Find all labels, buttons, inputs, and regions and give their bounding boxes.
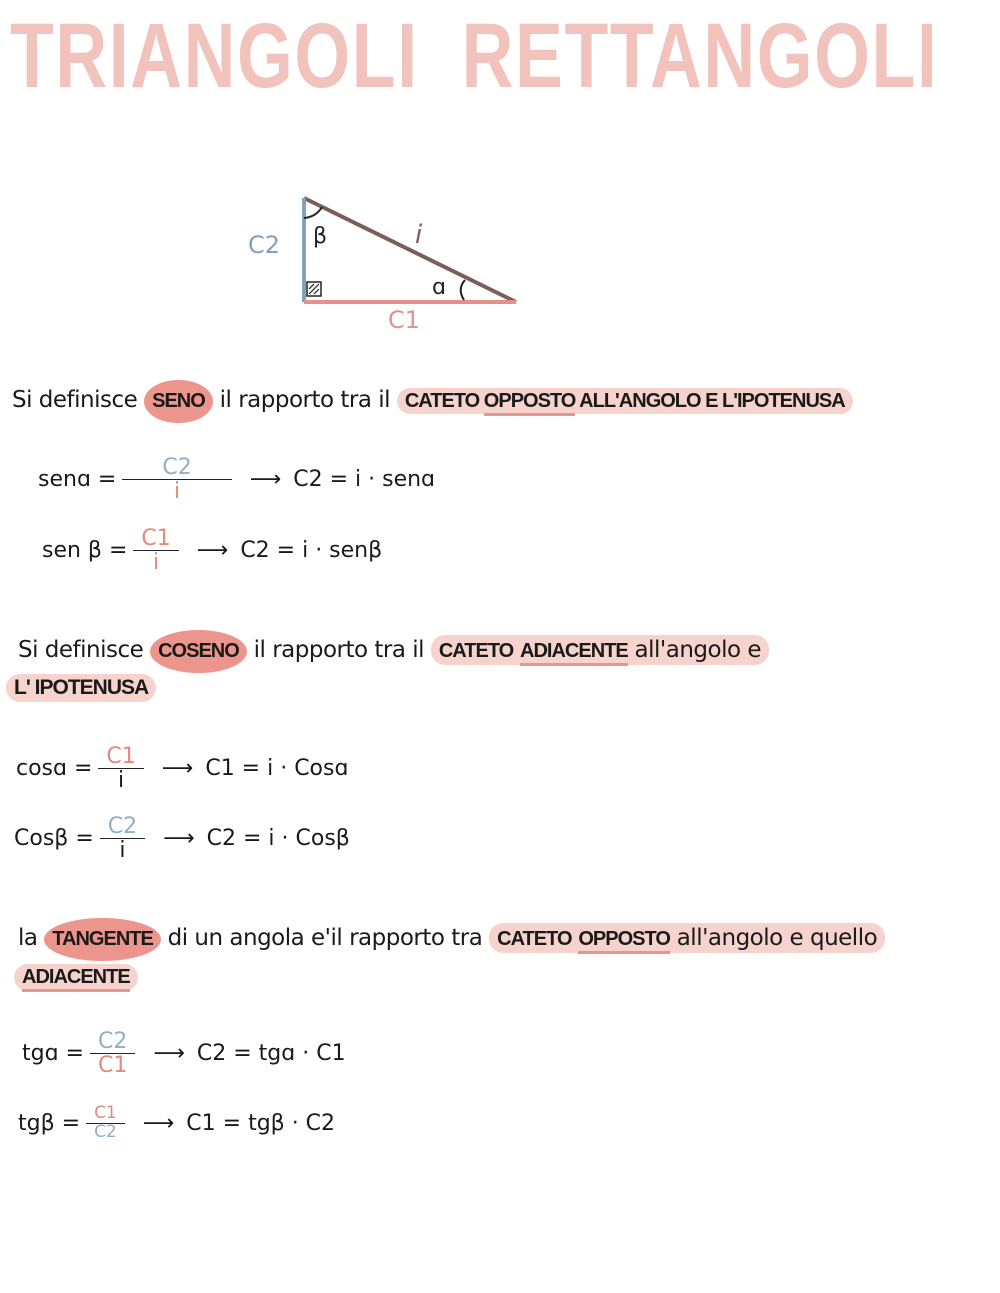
fraction: $\frac{C1}{i}$ bbox=[98, 745, 143, 792]
arrow-icon: ⟶ bbox=[142, 1110, 175, 1136]
coseno-highlight: CATETO ADIACENTE all'angolo e bbox=[431, 635, 769, 665]
label-c1: C1 bbox=[388, 306, 421, 334]
tangente-term: TANGENTE bbox=[44, 918, 161, 961]
fraction: $\frac{C2}{C1}$ bbox=[90, 1030, 135, 1077]
right-triangle-diagram bbox=[240, 185, 540, 340]
label-beta: β bbox=[313, 224, 328, 249]
coseno-formula-alpha: cosɑ = $\frac{C1}{i}$ ⟶ C1 = i · Cosɑ bbox=[16, 744, 349, 794]
arrow-icon: ⟶ bbox=[163, 826, 195, 852]
coseno-term: COSENO bbox=[150, 630, 247, 673]
tangente-highlight: CATETO OPPOSTO all'angolo e quello bbox=[489, 923, 885, 953]
coseno-line2: L' IPOTENUSA bbox=[6, 674, 156, 702]
coseno-formula-beta: Cosβ = $\frac{C2}{i}$ ⟶ C2 = i · Cosβ bbox=[14, 814, 350, 864]
label-c2: C2 bbox=[248, 231, 281, 259]
fraction: $\frac{C1}{i}$ bbox=[133, 527, 178, 574]
arrow-icon: ⟶ bbox=[196, 538, 229, 564]
fraction: $\frac{C2}{i}$ bbox=[100, 815, 145, 862]
coseno-definition: Si definisce COSENO il rapporto tra il CATETO ADIACENTE all'angolo e bbox=[18, 630, 769, 673]
label-hypotenuse: i bbox=[415, 220, 423, 250]
tangente-formula-alpha: tgɑ = $\frac{C2}{C1}$ ⟶ C2 = tgɑ · C1 bbox=[22, 1029, 346, 1079]
seno-highlight: CATETO OPPOSTO ALL'ANGOLO E L'IPOTENUSA bbox=[397, 388, 853, 414]
arrow-icon: ⟶ bbox=[153, 1041, 185, 1067]
arrow-icon: ⟶ bbox=[161, 756, 194, 782]
seno-term: SENO bbox=[144, 380, 213, 423]
seno-definition: Si definisce SENO il rapporto tra il CATETO OPPOSTO ALL'ANGOLO E L'IPOTENUSA bbox=[12, 380, 853, 423]
arrow-icon: ⟶ bbox=[249, 467, 282, 493]
page-title: TRIANGOLI RETTANGOLI bbox=[10, 5, 939, 107]
label-alpha: ɑ bbox=[432, 275, 446, 300]
seno-formula-alpha: senɑ = $\frac{C2}{i}$ ⟶ C2 = i · senɑ bbox=[38, 455, 436, 505]
hypotenuse-side bbox=[304, 198, 516, 302]
fraction: $\frac{C1}{C2}$ bbox=[86, 1105, 125, 1142]
beta-angle-arc bbox=[304, 207, 322, 218]
tangente-formula-beta: tgβ = $\frac{C1}{C2}$ ⟶ C1 = tgβ · C2 bbox=[18, 1103, 336, 1142]
fraction: $\frac{C2}{i}$ bbox=[122, 456, 231, 503]
tangente-line2: ADIACENTE bbox=[14, 964, 138, 991]
seno-formula-beta: sen β = $\frac{C1}{i}$ ⟶ C2 = i · senβ bbox=[42, 526, 383, 576]
tangente-definition: la TANGENTE di un angola e'il rapporto tra CATETO OPPOSTO all'angolo e quello bbox=[18, 918, 885, 961]
alpha-angle-arc bbox=[461, 280, 465, 300]
